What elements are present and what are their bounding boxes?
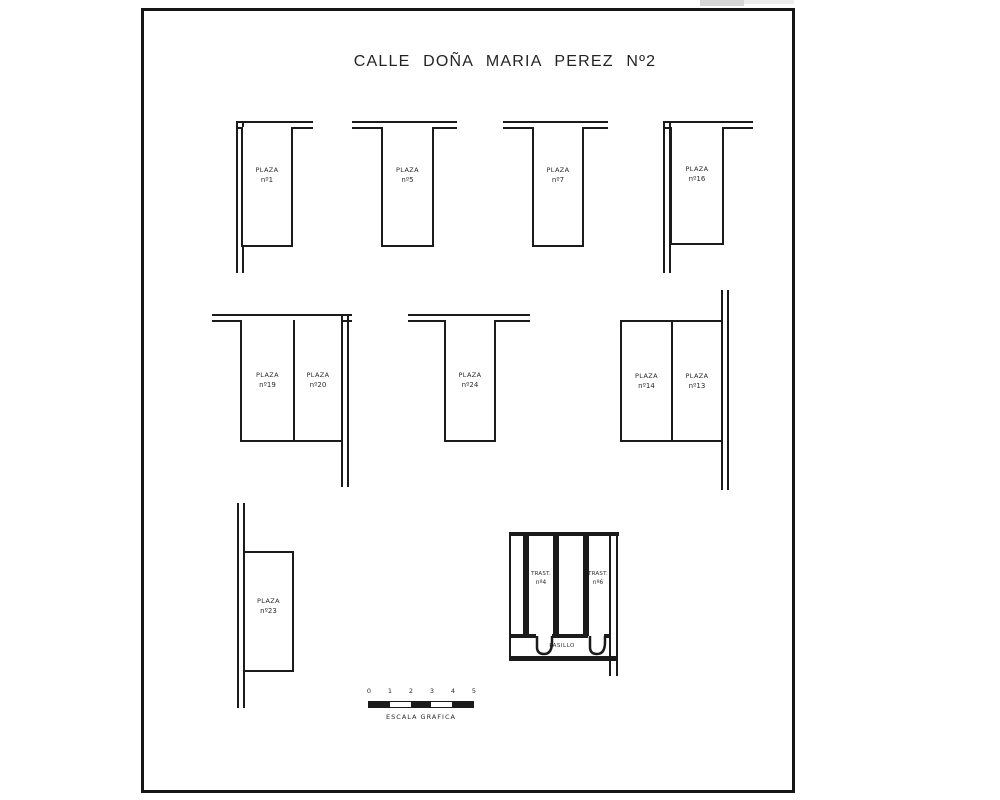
plaza-word: PLAZA [685, 371, 709, 380]
plaza-19-20-boxes [240, 320, 343, 442]
plaza-number: nº23 [260, 607, 277, 615]
corridor-label: PASILLO [549, 643, 575, 649]
plaza-7-box [532, 127, 584, 247]
plaza-16-box [670, 127, 724, 245]
storage-bottom-wall-segment [552, 634, 588, 638]
plaza-word: PLAZA [255, 370, 280, 379]
plaza-24-label [458, 371, 481, 390]
scale-tick: 1 [387, 687, 393, 695]
scale-segment [411, 702, 432, 707]
plaza-14-13-boxes [620, 320, 723, 442]
plaza-number: nº14 [638, 381, 655, 390]
top-tab-light [744, 0, 794, 4]
scale-segment [369, 702, 390, 707]
plaza-19-label [256, 371, 279, 390]
plaza-number: nº13 [688, 381, 706, 390]
corridor-bottom-wall [509, 656, 618, 661]
trastero-word: TRAST. [531, 571, 551, 577]
plaza-5-label [396, 166, 419, 185]
scale-segment [452, 702, 473, 707]
plaza-number: nº7 [551, 175, 565, 184]
scale-tick: 2 [408, 687, 414, 695]
plaza-word: PLAZA [685, 164, 709, 173]
plaza-14-label [635, 372, 658, 391]
scale-tick: 0 [366, 687, 372, 695]
trastero-word: TRAST. [588, 571, 608, 577]
storage-bottom-wall-segment [509, 634, 536, 638]
plaza-word: PLAZA [306, 370, 330, 379]
scale-segment [431, 702, 452, 707]
plaza-19-box [242, 320, 295, 440]
plaza-13-box [673, 322, 721, 440]
plaza-word: PLAZA [255, 165, 279, 174]
plaza-word: PLAZA [395, 165, 420, 174]
plaza-number: nº24 [461, 380, 479, 389]
wall-right-plaza20 [341, 314, 349, 487]
plaza-24-box [444, 320, 496, 442]
storage-right-wall [609, 532, 618, 676]
scale-segment [390, 702, 411, 707]
plaza-20-box [295, 320, 341, 440]
scale-tick: 3 [429, 687, 435, 695]
storage-left-wall [509, 532, 511, 660]
top-tab [700, 0, 744, 6]
wall-right-plaza13 [721, 290, 729, 490]
plaza-number: nº16 [688, 174, 706, 183]
drawing-title: CALLE DOÑA MARIA PEREZ Nº2 [353, 53, 657, 70]
plaza-word: PLAZA [256, 597, 281, 605]
plaza-word: PLAZA [634, 371, 659, 380]
plaza-number: nº20 [309, 380, 327, 389]
trastero-4-label [527, 571, 555, 587]
plaza-5-box [381, 127, 434, 247]
plaza-1-label [255, 166, 278, 185]
plaza-14-box [622, 322, 673, 440]
plaza-13-label [685, 372, 708, 391]
plaza-number: nº19 [259, 380, 276, 389]
trastero-number: nº4 [535, 579, 547, 586]
scale-bar [368, 701, 474, 708]
plaza-16-label [685, 165, 708, 184]
plaza-1-box [241, 127, 293, 247]
plaza-23-box [243, 551, 294, 672]
trastero-number: nº6 [592, 579, 604, 586]
plaza-number: nº5 [401, 175, 414, 184]
scale-ticks [363, 687, 481, 696]
scale-tick: 5 [471, 687, 477, 695]
trastero-6-label [584, 571, 612, 587]
door-swing-icon [588, 636, 607, 658]
scale-caption: ESCALA GRAFICA [386, 713, 456, 721]
plaza-number: nº1 [260, 175, 274, 184]
scale-tick: 4 [450, 687, 456, 695]
plaza-20-label [306, 371, 329, 390]
plaza-word: PLAZA [546, 165, 570, 174]
plaza-23-label [257, 597, 280, 616]
plaza-word: PLAZA [458, 370, 482, 379]
plaza-7-label [546, 166, 569, 185]
